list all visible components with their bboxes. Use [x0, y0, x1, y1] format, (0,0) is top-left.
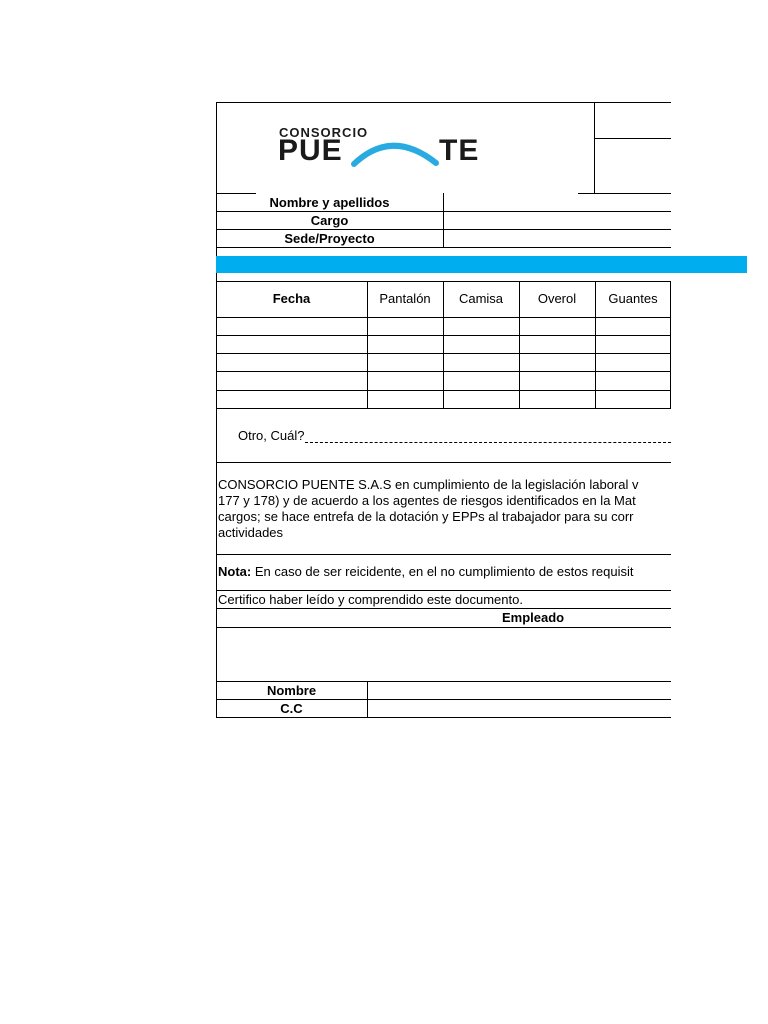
header-right-divider	[594, 102, 595, 194]
note-bottom	[216, 590, 671, 591]
table-cell[interactable]	[443, 336, 519, 353]
table-cell[interactable]	[519, 354, 595, 371]
other-label: Otro, Cuál?	[238, 428, 305, 443]
signature-field-divider	[367, 681, 368, 717]
section-accent-bar	[216, 256, 747, 273]
note-label: Nota:	[218, 564, 252, 579]
signature-label-nombre: Nombre	[266, 683, 317, 698]
legal-line: 177 y 178) y de acuerdo a los agentes de riesgos identificados en la Mat	[218, 493, 636, 508]
legal-paragraph	[218, 477, 671, 541]
table-cell[interactable]	[595, 354, 671, 371]
table-cell[interactable]	[519, 336, 595, 353]
certify-text: Certifico haber leído y comprendido este documento.	[218, 592, 523, 607]
table-header-camisa: Camisa	[458, 291, 504, 306]
table-cell[interactable]	[443, 372, 519, 390]
table-cell[interactable]	[216, 318, 367, 335]
signature-field-line	[216, 699, 671, 700]
field-column-divider	[443, 193, 444, 247]
table-header-overol: Overol	[537, 291, 577, 306]
field-label-sede: Sede/Proyecto	[284, 231, 375, 246]
signature-heading: Empleado	[502, 610, 565, 625]
note-text	[218, 564, 671, 580]
table-cell[interactable]	[443, 318, 519, 335]
legal-line: cargos; se hace entrefa de la dotación y EPPs al trabajador para su corr	[218, 509, 634, 524]
table-cell[interactable]	[216, 391, 367, 408]
table-cell[interactable]	[216, 354, 367, 371]
table-cell[interactable]	[216, 372, 367, 390]
header-top-border	[216, 102, 671, 103]
table-cell[interactable]	[519, 318, 595, 335]
signature-field-line	[216, 681, 671, 682]
table-cell[interactable]	[595, 372, 671, 390]
other-input-line[interactable]	[305, 442, 671, 443]
header-right-split	[594, 138, 671, 139]
header-bottom-right	[578, 193, 671, 194]
table-cell[interactable]	[519, 391, 595, 408]
field-divider	[216, 247, 671, 248]
paragraph-bottom	[216, 554, 671, 555]
certify-bottom	[216, 608, 671, 609]
header-bottom-left	[216, 193, 256, 194]
other-section-bottom	[216, 462, 671, 463]
table-cell[interactable]	[443, 391, 519, 408]
table-cell[interactable]	[519, 372, 595, 390]
table-header-guantes: Guantes	[608, 291, 658, 306]
legal-line: actividades	[218, 525, 284, 540]
logo-small-text: CONSORCIO	[279, 125, 369, 140]
signature-area[interactable]	[217, 628, 670, 681]
table-cell[interactable]	[367, 354, 443, 371]
table-cell[interactable]	[595, 318, 671, 335]
field-label-cargo: Cargo	[310, 213, 349, 228]
table-header-pantalon: Pantalón	[379, 291, 431, 306]
table-header-fecha: Fecha	[272, 291, 311, 306]
table-bottom-border	[216, 408, 671, 409]
field-label-name: Nombre y apellidos	[269, 195, 390, 210]
table-cell[interactable]	[367, 372, 443, 390]
table-cell[interactable]	[367, 336, 443, 353]
table-cell[interactable]	[595, 336, 671, 353]
signature-label-cc: C.C	[280, 701, 303, 716]
logo-text-right: TE	[439, 134, 480, 167]
table-cell[interactable]	[367, 318, 443, 335]
legal-line: CONSORCIO PUENTE S.A.S en cumplimiento de la legislación laboral v	[218, 477, 639, 492]
logo-text-left: PUE	[278, 134, 343, 167]
table-cell[interactable]	[595, 391, 671, 408]
form-bottom-border	[216, 717, 671, 718]
consorcio-puente-logo	[276, 126, 516, 170]
note-body: En caso de ser reicidente, en el no cumplimiento de estos requisit	[251, 564, 634, 579]
table-cell[interactable]	[367, 391, 443, 408]
table-cell[interactable]	[443, 354, 519, 371]
table-cell[interactable]	[216, 336, 367, 353]
